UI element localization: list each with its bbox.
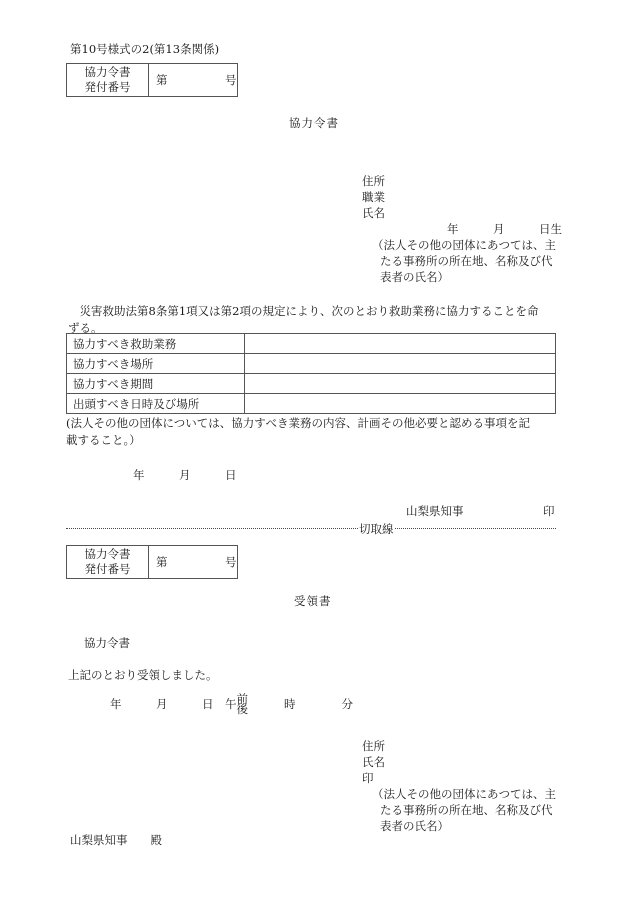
items-table-note-line1: (法人その他の団体については、協力すべき業務の内容、計画その他必要と認める事項を記 bbox=[66, 416, 531, 430]
cut-line-dots-left bbox=[66, 528, 358, 529]
items-table-note-line2: 載すること。） bbox=[66, 433, 141, 447]
table-row bbox=[67, 394, 556, 414]
table-row bbox=[67, 354, 556, 374]
receipt-party-block bbox=[362, 738, 556, 834]
recipient-note-line1: （法人その他の団体にあつては、主 bbox=[372, 238, 556, 252]
receipt-note-line2: たる事務所の所在地、名称及び代 bbox=[380, 803, 553, 817]
cut-line-label: 切取線 bbox=[359, 522, 394, 536]
order-number-box-receipt bbox=[66, 545, 238, 579]
cut-line-separator bbox=[66, 521, 556, 537]
recipient-note-line3: 表者の氏名） bbox=[380, 270, 449, 284]
receipt-statement: 上記のとおり受領しました。 bbox=[68, 668, 218, 682]
cut-line-dots-right bbox=[395, 528, 557, 529]
receipt-ampm-option-am[interactable]: 前 bbox=[236, 692, 248, 706]
table-row-value[interactable] bbox=[245, 354, 556, 374]
recipient-occupation-label: 職業 bbox=[362, 190, 385, 204]
receipt-note-line3: 表者の氏名） bbox=[380, 819, 449, 833]
receipt-ampm-selector[interactable] bbox=[237, 694, 249, 714]
receipt-name-label: 氏名 bbox=[362, 755, 385, 769]
cooperation-items-table bbox=[66, 333, 556, 414]
order-body-line2: ずる。 bbox=[68, 321, 103, 335]
receipt-ampm-option-pm[interactable]: 後 bbox=[236, 702, 248, 716]
order-body-line1: 災害救助法第8条第1項又は第2項の規定により、次のとおり救助業務に協力することを命 bbox=[68, 304, 539, 318]
order-number-box-top-label-line1: 協力令書 bbox=[84, 65, 131, 79]
order-number-box-receipt-label-line2: 発付番号 bbox=[84, 562, 131, 576]
table-row-label: 出頭すべき日時及び場所 bbox=[67, 394, 245, 414]
table-row-value[interactable] bbox=[245, 334, 556, 354]
receipt-subject-label: 協力令書 bbox=[84, 636, 130, 650]
receipt-addressee: 山梨県知事 殿 bbox=[70, 833, 162, 847]
order-number-box-receipt-label bbox=[67, 546, 149, 578]
cooperation-items-table-body bbox=[67, 334, 556, 414]
order-number-box-top-label-line2: 発付番号 bbox=[84, 80, 131, 94]
order-number-box-top-value[interactable]: 第 号 bbox=[156, 73, 237, 87]
recipient-name-label: 氏名 bbox=[362, 206, 385, 220]
issuer-seal-mark: 印 bbox=[543, 504, 555, 518]
table-row-label: 協力すべき救助業務 bbox=[67, 334, 245, 354]
receipt-note-line1: （法人その他の団体にあつては、主 bbox=[372, 787, 556, 801]
table-row bbox=[67, 334, 556, 354]
receipt-title: 受領書 bbox=[294, 594, 332, 608]
recipient-block bbox=[362, 173, 562, 285]
items-table-note bbox=[66, 415, 566, 449]
table-row-label: 協力すべき期間 bbox=[67, 374, 245, 394]
order-body-paragraph bbox=[68, 303, 563, 337]
table-row-value[interactable] bbox=[245, 394, 556, 414]
table-row bbox=[67, 374, 556, 394]
form-number-header: 第10号様式の2(第13条関係) bbox=[70, 42, 220, 56]
order-number-box-receipt-value[interactable]: 第 号 bbox=[156, 555, 237, 569]
order-number-box-top bbox=[66, 63, 238, 97]
receipt-date-line[interactable] bbox=[110, 694, 353, 714]
page-title-kyouryoku-reisho: 協力令書 bbox=[289, 116, 339, 130]
receipt-date-prefix: 年 月 日 午 bbox=[110, 697, 237, 711]
table-row-value[interactable] bbox=[245, 374, 556, 394]
order-number-box-receipt-label-line1: 協力令書 bbox=[84, 547, 131, 561]
recipient-note-line2: たる事務所の所在地、名称及び代 bbox=[380, 254, 553, 268]
order-number-box-top-label bbox=[67, 64, 149, 96]
order-date-line[interactable]: 年 月 日 bbox=[133, 468, 237, 482]
receipt-address-label: 住所 bbox=[362, 739, 385, 753]
receipt-date-suffix: 時 分 bbox=[284, 697, 353, 711]
recipient-birthdate-line: 年 月 日生 bbox=[447, 222, 562, 236]
recipient-address-label: 住所 bbox=[362, 174, 385, 188]
table-row-label: 協力すべき場所 bbox=[67, 354, 245, 374]
receipt-seal-label: 印 bbox=[362, 771, 374, 785]
issuer-title: 山梨県知事 bbox=[406, 504, 464, 518]
